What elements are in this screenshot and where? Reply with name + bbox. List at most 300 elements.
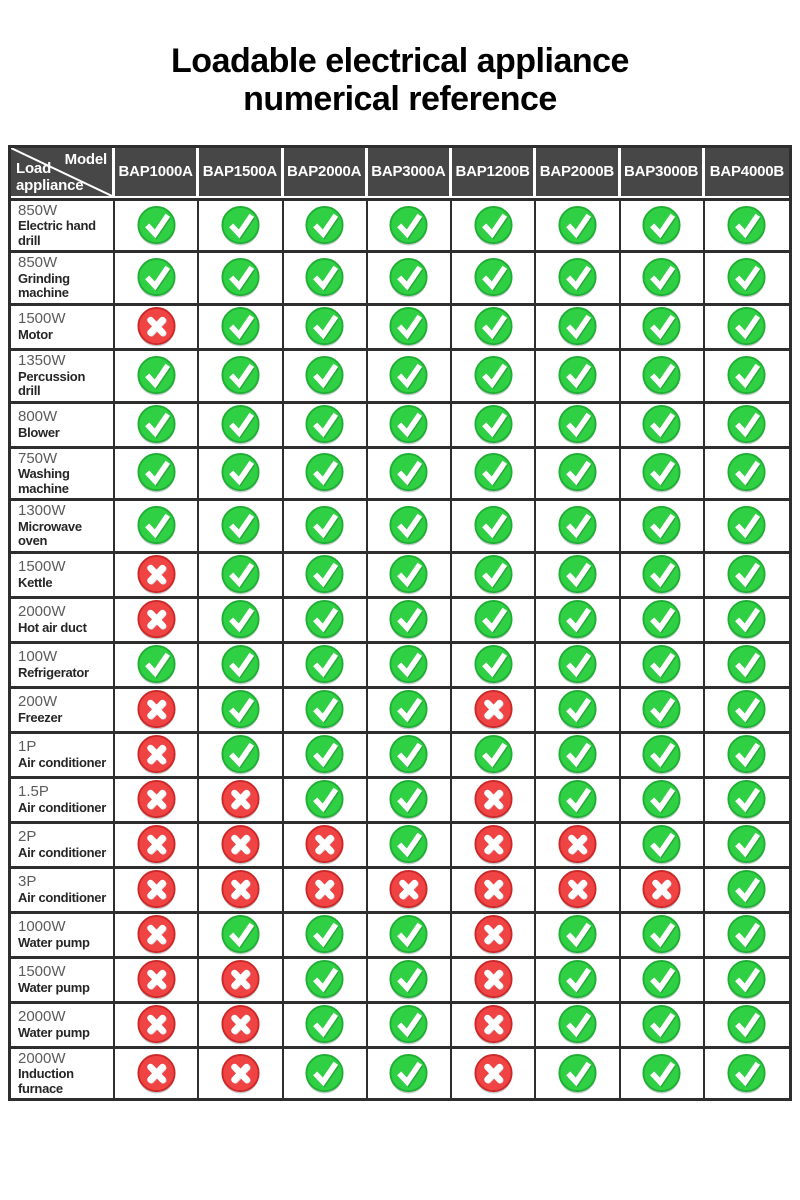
status-cell-unsupported bbox=[115, 686, 199, 731]
table-row bbox=[11, 776, 789, 821]
row-appliance-name: Air conditioner bbox=[18, 754, 106, 770]
status-cell-supported bbox=[368, 731, 452, 776]
check-icon bbox=[642, 355, 681, 397]
status-cell-supported bbox=[536, 348, 620, 401]
status-cell-unsupported bbox=[115, 776, 199, 821]
status-cell-unsupported bbox=[199, 821, 283, 866]
check-icon bbox=[642, 452, 681, 494]
status-cell-unsupported bbox=[284, 821, 368, 866]
status-cell-supported bbox=[621, 641, 705, 686]
row-power-label: 1.5P bbox=[18, 783, 49, 801]
check-icon bbox=[137, 355, 176, 397]
check-icon bbox=[642, 959, 681, 1001]
cross-icon bbox=[137, 734, 176, 776]
check-icon bbox=[389, 554, 428, 596]
row-label-cell bbox=[11, 348, 115, 401]
check-icon bbox=[558, 1053, 597, 1095]
status-cell-supported bbox=[199, 198, 283, 251]
cross-icon bbox=[474, 689, 513, 731]
status-cell-supported bbox=[284, 498, 368, 551]
status-cell-supported bbox=[536, 686, 620, 731]
status-cell-supported bbox=[115, 641, 199, 686]
row-label-cell bbox=[11, 866, 115, 911]
status-cell-supported bbox=[536, 198, 620, 251]
row-appliance-name: Air conditioner bbox=[18, 844, 106, 860]
table-row bbox=[11, 596, 789, 641]
status-cell-unsupported bbox=[115, 1046, 199, 1099]
check-icon bbox=[474, 599, 513, 641]
status-cell-supported bbox=[368, 956, 452, 1001]
column-header-bap1000a: BAP1000A bbox=[115, 148, 199, 198]
check-icon bbox=[642, 644, 681, 686]
status-cell-supported bbox=[452, 551, 536, 596]
header-row bbox=[11, 148, 789, 198]
status-cell-unsupported bbox=[199, 866, 283, 911]
status-cell-supported bbox=[452, 498, 536, 551]
check-icon bbox=[558, 644, 597, 686]
status-cell-supported bbox=[621, 498, 705, 551]
check-icon bbox=[727, 505, 766, 547]
cross-icon bbox=[642, 869, 681, 911]
status-cell-supported bbox=[621, 401, 705, 446]
check-icon bbox=[305, 554, 344, 596]
check-icon bbox=[642, 779, 681, 821]
table-row bbox=[11, 198, 789, 251]
check-icon bbox=[474, 554, 513, 596]
row-power-label: 200W bbox=[18, 693, 58, 711]
check-icon bbox=[305, 689, 344, 731]
status-cell-supported bbox=[368, 348, 452, 401]
status-cell-supported bbox=[199, 686, 283, 731]
check-icon bbox=[727, 644, 766, 686]
status-cell-supported bbox=[452, 641, 536, 686]
status-cell-unsupported bbox=[199, 1046, 283, 1099]
status-cell-supported bbox=[452, 596, 536, 641]
status-cell-unsupported bbox=[115, 821, 199, 866]
cross-icon bbox=[305, 824, 344, 866]
table-row bbox=[11, 551, 789, 596]
check-icon bbox=[389, 734, 428, 776]
status-cell-supported bbox=[536, 250, 620, 303]
row-label-cell bbox=[11, 641, 115, 686]
row-label-cell bbox=[11, 1001, 115, 1046]
row-power-label: 2000W bbox=[18, 603, 66, 621]
row-appliance-name: Water pump bbox=[18, 1024, 90, 1040]
cross-icon bbox=[389, 869, 428, 911]
status-cell-supported bbox=[368, 1001, 452, 1046]
status-cell-supported bbox=[199, 551, 283, 596]
check-icon bbox=[221, 404, 260, 446]
column-header-bap1500a: BAP1500A bbox=[199, 148, 283, 198]
row-appliance-name: Air conditioner bbox=[18, 799, 106, 815]
cross-icon bbox=[137, 869, 176, 911]
row-label-cell bbox=[11, 956, 115, 1001]
status-cell-supported bbox=[452, 348, 536, 401]
status-cell-unsupported bbox=[115, 911, 199, 956]
status-cell-supported bbox=[705, 446, 789, 499]
status-cell-supported bbox=[115, 446, 199, 499]
check-icon bbox=[474, 505, 513, 547]
status-cell-supported bbox=[368, 821, 452, 866]
status-cell-supported bbox=[536, 641, 620, 686]
row-appliance-name: Washing machine bbox=[18, 466, 70, 496]
check-icon bbox=[305, 404, 344, 446]
check-icon bbox=[727, 824, 766, 866]
row-label-cell bbox=[11, 446, 115, 499]
check-icon bbox=[727, 914, 766, 956]
check-icon bbox=[305, 644, 344, 686]
row-power-label: 1500W bbox=[18, 963, 66, 981]
status-cell-supported bbox=[621, 250, 705, 303]
status-cell-unsupported bbox=[199, 956, 283, 1001]
row-appliance-name: Motor bbox=[18, 326, 53, 342]
check-icon bbox=[727, 599, 766, 641]
check-icon bbox=[558, 505, 597, 547]
status-cell-supported bbox=[368, 303, 452, 348]
column-header-bap3000a: BAP3000A bbox=[368, 148, 452, 198]
column-header-bap3000b: BAP3000B bbox=[621, 148, 705, 198]
row-power-label: 2000W bbox=[18, 1049, 66, 1067]
check-icon bbox=[221, 205, 260, 247]
cross-icon bbox=[474, 779, 513, 821]
status-cell-supported bbox=[368, 641, 452, 686]
status-cell-unsupported bbox=[115, 866, 199, 911]
row-label-cell bbox=[11, 596, 115, 641]
row-label-cell bbox=[11, 303, 115, 348]
row-label-cell bbox=[11, 731, 115, 776]
status-cell-supported bbox=[452, 731, 536, 776]
status-cell-supported bbox=[705, 198, 789, 251]
column-header-bap2000a: BAP2000A bbox=[284, 148, 368, 198]
status-cell-supported bbox=[284, 250, 368, 303]
check-icon bbox=[727, 1053, 766, 1095]
row-power-label: 1000W bbox=[18, 918, 66, 936]
status-cell-unsupported bbox=[199, 1001, 283, 1046]
status-cell-supported bbox=[536, 1001, 620, 1046]
status-cell-supported bbox=[115, 498, 199, 551]
table-body bbox=[11, 198, 789, 1099]
check-icon bbox=[727, 404, 766, 446]
check-icon bbox=[727, 257, 766, 299]
status-cell-supported bbox=[284, 551, 368, 596]
table-row bbox=[11, 821, 789, 866]
check-icon bbox=[558, 355, 597, 397]
status-cell-unsupported bbox=[452, 686, 536, 731]
status-cell-supported bbox=[536, 911, 620, 956]
status-cell-supported bbox=[368, 250, 452, 303]
check-icon bbox=[221, 644, 260, 686]
status-cell-supported bbox=[284, 956, 368, 1001]
check-icon bbox=[389, 599, 428, 641]
check-icon bbox=[137, 205, 176, 247]
status-cell-supported bbox=[115, 198, 199, 251]
status-cell-supported bbox=[368, 596, 452, 641]
check-icon bbox=[305, 205, 344, 247]
check-icon bbox=[389, 959, 428, 1001]
status-cell-supported bbox=[705, 498, 789, 551]
check-icon bbox=[474, 355, 513, 397]
status-cell-supported bbox=[115, 401, 199, 446]
check-icon bbox=[558, 404, 597, 446]
check-icon bbox=[558, 599, 597, 641]
row-appliance-name: Kettle bbox=[18, 574, 53, 590]
table-row bbox=[11, 401, 789, 446]
check-icon bbox=[642, 1053, 681, 1095]
corner-model-label: Model bbox=[64, 150, 107, 168]
status-cell-supported bbox=[536, 551, 620, 596]
check-icon bbox=[137, 257, 176, 299]
status-cell-supported bbox=[452, 250, 536, 303]
check-icon bbox=[558, 779, 597, 821]
row-label-cell bbox=[11, 250, 115, 303]
table-row bbox=[11, 1001, 789, 1046]
check-icon bbox=[558, 554, 597, 596]
cross-icon bbox=[221, 779, 260, 821]
check-icon bbox=[558, 959, 597, 1001]
status-cell-supported bbox=[705, 686, 789, 731]
check-icon bbox=[305, 734, 344, 776]
row-label-cell bbox=[11, 498, 115, 551]
check-icon bbox=[221, 257, 260, 299]
status-cell-supported bbox=[536, 401, 620, 446]
table-row bbox=[11, 498, 789, 551]
cross-icon bbox=[137, 824, 176, 866]
table-row bbox=[11, 911, 789, 956]
status-cell-supported bbox=[705, 866, 789, 911]
check-icon bbox=[389, 205, 428, 247]
status-cell-supported bbox=[621, 1001, 705, 1046]
check-icon bbox=[389, 644, 428, 686]
table-row bbox=[11, 866, 789, 911]
check-icon bbox=[305, 959, 344, 1001]
status-cell-unsupported bbox=[368, 866, 452, 911]
check-icon bbox=[389, 689, 428, 731]
cross-icon bbox=[474, 824, 513, 866]
check-icon bbox=[221, 505, 260, 547]
check-icon bbox=[389, 914, 428, 956]
row-appliance-name: Water pump bbox=[18, 934, 90, 950]
table-container bbox=[8, 145, 792, 1102]
row-appliance-name: Refrigerator bbox=[18, 664, 89, 680]
check-icon bbox=[727, 355, 766, 397]
check-icon bbox=[558, 306, 597, 348]
table-row bbox=[11, 686, 789, 731]
status-cell-supported bbox=[452, 198, 536, 251]
check-icon bbox=[727, 306, 766, 348]
check-icon bbox=[305, 779, 344, 821]
check-icon bbox=[727, 452, 766, 494]
corner-cell bbox=[11, 148, 115, 198]
row-label-cell bbox=[11, 776, 115, 821]
status-cell-supported bbox=[284, 1046, 368, 1099]
column-header-bap1200b: BAP1200B bbox=[452, 148, 536, 198]
row-power-label: 750W bbox=[18, 449, 58, 467]
row-appliance-name: Hot air duct bbox=[18, 619, 87, 635]
cross-icon bbox=[221, 824, 260, 866]
row-power-label: 3P bbox=[18, 873, 37, 891]
check-icon bbox=[642, 599, 681, 641]
status-cell-supported bbox=[621, 776, 705, 821]
row-power-label: 1P bbox=[18, 738, 37, 756]
status-cell-supported bbox=[368, 1046, 452, 1099]
cross-icon bbox=[474, 1004, 513, 1046]
cross-icon bbox=[137, 959, 176, 1001]
status-cell-unsupported bbox=[452, 776, 536, 821]
status-cell-supported bbox=[705, 596, 789, 641]
check-icon bbox=[305, 1053, 344, 1095]
row-label-cell bbox=[11, 821, 115, 866]
status-cell-supported bbox=[199, 446, 283, 499]
status-cell-supported bbox=[705, 641, 789, 686]
cross-icon bbox=[474, 869, 513, 911]
status-cell-supported bbox=[115, 348, 199, 401]
cross-icon bbox=[474, 914, 513, 956]
table-row bbox=[11, 641, 789, 686]
table-row bbox=[11, 250, 789, 303]
check-icon bbox=[642, 205, 681, 247]
cross-icon bbox=[474, 1053, 513, 1095]
status-cell-supported bbox=[368, 198, 452, 251]
check-icon bbox=[137, 404, 176, 446]
check-icon bbox=[305, 257, 344, 299]
check-icon bbox=[474, 306, 513, 348]
check-icon bbox=[221, 689, 260, 731]
cross-icon bbox=[221, 869, 260, 911]
status-cell-supported bbox=[621, 911, 705, 956]
check-icon bbox=[727, 689, 766, 731]
status-cell-supported bbox=[705, 250, 789, 303]
check-icon bbox=[221, 734, 260, 776]
check-icon bbox=[727, 554, 766, 596]
check-icon bbox=[389, 779, 428, 821]
row-label-cell bbox=[11, 1046, 115, 1099]
corner-load-label: Load appliance bbox=[16, 160, 84, 194]
cross-icon bbox=[137, 689, 176, 731]
check-icon bbox=[727, 205, 766, 247]
status-cell-supported bbox=[536, 446, 620, 499]
status-cell-supported bbox=[199, 250, 283, 303]
check-icon bbox=[727, 779, 766, 821]
status-cell-supported bbox=[284, 401, 368, 446]
check-icon bbox=[474, 452, 513, 494]
row-appliance-name: Induction furnace bbox=[18, 1066, 74, 1096]
page-title-line1: Loadable electrical appliance bbox=[171, 42, 629, 80]
cross-icon bbox=[137, 779, 176, 821]
status-cell-supported bbox=[621, 956, 705, 1001]
status-cell-supported bbox=[368, 401, 452, 446]
check-icon bbox=[137, 452, 176, 494]
check-icon bbox=[727, 1004, 766, 1046]
status-cell-supported bbox=[368, 551, 452, 596]
status-cell-supported bbox=[536, 303, 620, 348]
status-cell-unsupported bbox=[284, 866, 368, 911]
status-cell-supported bbox=[284, 641, 368, 686]
check-icon bbox=[642, 734, 681, 776]
status-cell-supported bbox=[284, 446, 368, 499]
table-row bbox=[11, 956, 789, 1001]
status-cell-supported bbox=[368, 776, 452, 821]
status-cell-supported bbox=[452, 401, 536, 446]
check-icon bbox=[221, 599, 260, 641]
status-cell-unsupported bbox=[115, 303, 199, 348]
status-cell-supported bbox=[705, 551, 789, 596]
status-cell-supported bbox=[284, 596, 368, 641]
check-icon bbox=[389, 355, 428, 397]
row-power-label: 1500W bbox=[18, 558, 66, 576]
row-power-label: 1300W bbox=[18, 502, 66, 520]
check-icon bbox=[642, 824, 681, 866]
row-appliance-name: Grinding machine bbox=[18, 270, 70, 301]
check-icon bbox=[474, 734, 513, 776]
row-power-label: 2000W bbox=[18, 1008, 66, 1026]
check-icon bbox=[558, 257, 597, 299]
status-cell-unsupported bbox=[115, 731, 199, 776]
status-cell-supported bbox=[621, 821, 705, 866]
status-cell-supported bbox=[705, 956, 789, 1001]
status-cell-supported bbox=[705, 348, 789, 401]
status-cell-supported bbox=[284, 686, 368, 731]
check-icon bbox=[642, 914, 681, 956]
cross-icon bbox=[137, 599, 176, 641]
status-cell-supported bbox=[705, 303, 789, 348]
check-icon bbox=[305, 599, 344, 641]
row-power-label: 1350W bbox=[18, 352, 66, 369]
table-row bbox=[11, 303, 789, 348]
row-power-label: 800W bbox=[18, 408, 58, 426]
status-cell-supported bbox=[621, 303, 705, 348]
check-icon bbox=[305, 1004, 344, 1046]
status-cell-supported bbox=[536, 498, 620, 551]
check-icon bbox=[474, 404, 513, 446]
cross-icon bbox=[558, 824, 597, 866]
check-icon bbox=[642, 554, 681, 596]
check-icon bbox=[727, 869, 766, 911]
check-icon bbox=[389, 257, 428, 299]
status-cell-supported bbox=[284, 731, 368, 776]
status-cell-supported bbox=[199, 498, 283, 551]
status-cell-supported bbox=[368, 686, 452, 731]
status-cell-unsupported bbox=[536, 866, 620, 911]
status-cell-supported bbox=[368, 446, 452, 499]
status-cell-unsupported bbox=[115, 551, 199, 596]
check-icon bbox=[305, 452, 344, 494]
check-icon bbox=[558, 1004, 597, 1046]
cross-icon bbox=[221, 1004, 260, 1046]
cross-icon bbox=[221, 1053, 260, 1095]
check-icon bbox=[389, 404, 428, 446]
check-icon bbox=[558, 689, 597, 731]
check-icon bbox=[221, 914, 260, 956]
check-icon bbox=[727, 734, 766, 776]
compatibility-table bbox=[8, 145, 792, 1102]
cross-icon bbox=[137, 306, 176, 348]
row-power-label: 850W bbox=[18, 254, 58, 272]
status-cell-unsupported bbox=[452, 821, 536, 866]
check-icon bbox=[389, 306, 428, 348]
status-cell-unsupported bbox=[452, 956, 536, 1001]
check-icon bbox=[389, 1053, 428, 1095]
status-cell-supported bbox=[284, 198, 368, 251]
status-cell-supported bbox=[452, 303, 536, 348]
status-cell-supported bbox=[705, 731, 789, 776]
column-header-bap4000b: BAP4000B bbox=[705, 148, 789, 198]
row-appliance-name: Microwave oven bbox=[18, 518, 82, 549]
status-cell-supported bbox=[199, 303, 283, 348]
status-cell-supported bbox=[621, 348, 705, 401]
check-icon bbox=[221, 306, 260, 348]
cross-icon bbox=[221, 959, 260, 1001]
status-cell-supported bbox=[368, 911, 452, 956]
